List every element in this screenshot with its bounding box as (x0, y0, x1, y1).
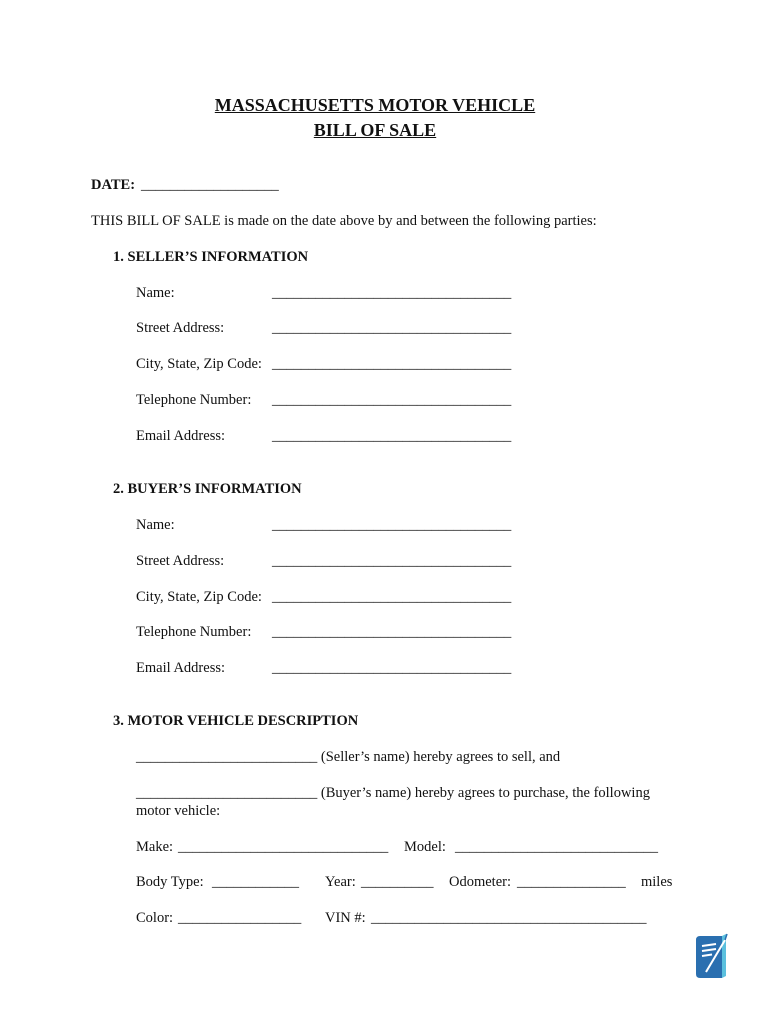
vin-field[interactable]: ______________________________________ (371, 910, 647, 926)
seller-city-label: City, State, Zip Code: (136, 356, 262, 372)
make-field[interactable]: _____________________________ (178, 839, 389, 855)
seller-phone-field[interactable]: _________________________________ (272, 392, 512, 408)
buyer-agreement-line[interactable]: _________________________ (Buyer’s name) hereby agrees to purchase, the following (136, 785, 650, 801)
buyer-street-field[interactable]: _________________________________ (272, 553, 512, 569)
color-label: Color: (136, 910, 174, 926)
date-label: DATE: (91, 177, 136, 193)
body-type-label: Body Type: (136, 874, 204, 890)
model-label: Model: (404, 839, 446, 855)
seller-email-label: Email Address: (136, 428, 226, 444)
seller-name-label: Name: (136, 285, 175, 301)
make-label: Make: (136, 839, 174, 855)
document-title-line2: BILL OF SALE (313, 120, 437, 140)
seller-street-field[interactable]: _________________________________ (272, 320, 512, 336)
seller-email-field[interactable]: _________________________________ (272, 428, 512, 444)
motor-vehicle-text: motor vehicle: (136, 803, 221, 819)
year-label: Year: (325, 874, 356, 890)
buyer-phone-field[interactable]: _________________________________ (272, 624, 512, 640)
odometer-field[interactable]: _______________ (517, 874, 626, 890)
buyer-email-label: Email Address: (136, 660, 226, 676)
seller-name-field[interactable]: _________________________________ (272, 285, 512, 301)
date-field[interactable]: ___________________ (141, 177, 279, 193)
odometer-label: Odometer: (449, 874, 512, 890)
buyer-city-label: City, State, Zip Code: (136, 589, 262, 605)
document-title-line1: MASSACHUSETTS MOTOR VEHICLE (214, 95, 536, 115)
seller-phone-label: Telephone Number: (136, 392, 252, 408)
vehicle-heading: 3. MOTOR VEHICLE DESCRIPTION (113, 713, 359, 729)
seller-city-field[interactable]: _________________________________ (272, 356, 512, 372)
seller-heading: 1. SELLER’S INFORMATION (113, 249, 309, 265)
vin-label: VIN #: (325, 910, 366, 926)
document-pen-logo-icon (694, 932, 728, 982)
model-field[interactable]: ____________________________ (455, 839, 658, 855)
buyer-city-field[interactable]: _________________________________ (272, 589, 512, 605)
seller-agreement-line[interactable]: _________________________ (Seller’s name) hereby agrees to sell, and (136, 749, 561, 765)
year-field[interactable]: __________ (361, 874, 434, 890)
buyer-street-label: Street Address: (136, 553, 225, 569)
intro-text: THIS BILL OF SALE is made on the date above by and between the following parties: (91, 213, 597, 229)
buyer-name-label: Name: (136, 517, 175, 533)
buyer-email-field[interactable]: _________________________________ (272, 660, 512, 676)
miles-label: miles (641, 874, 673, 890)
buyer-name-field[interactable]: _________________________________ (272, 517, 512, 533)
buyer-heading: 2. BUYER’S INFORMATION (113, 481, 302, 497)
body-type-field[interactable]: ____________ (212, 874, 299, 890)
buyer-phone-label: Telephone Number: (136, 624, 252, 640)
color-field[interactable]: _________________ (178, 910, 302, 926)
seller-street-label: Street Address: (136, 320, 225, 336)
